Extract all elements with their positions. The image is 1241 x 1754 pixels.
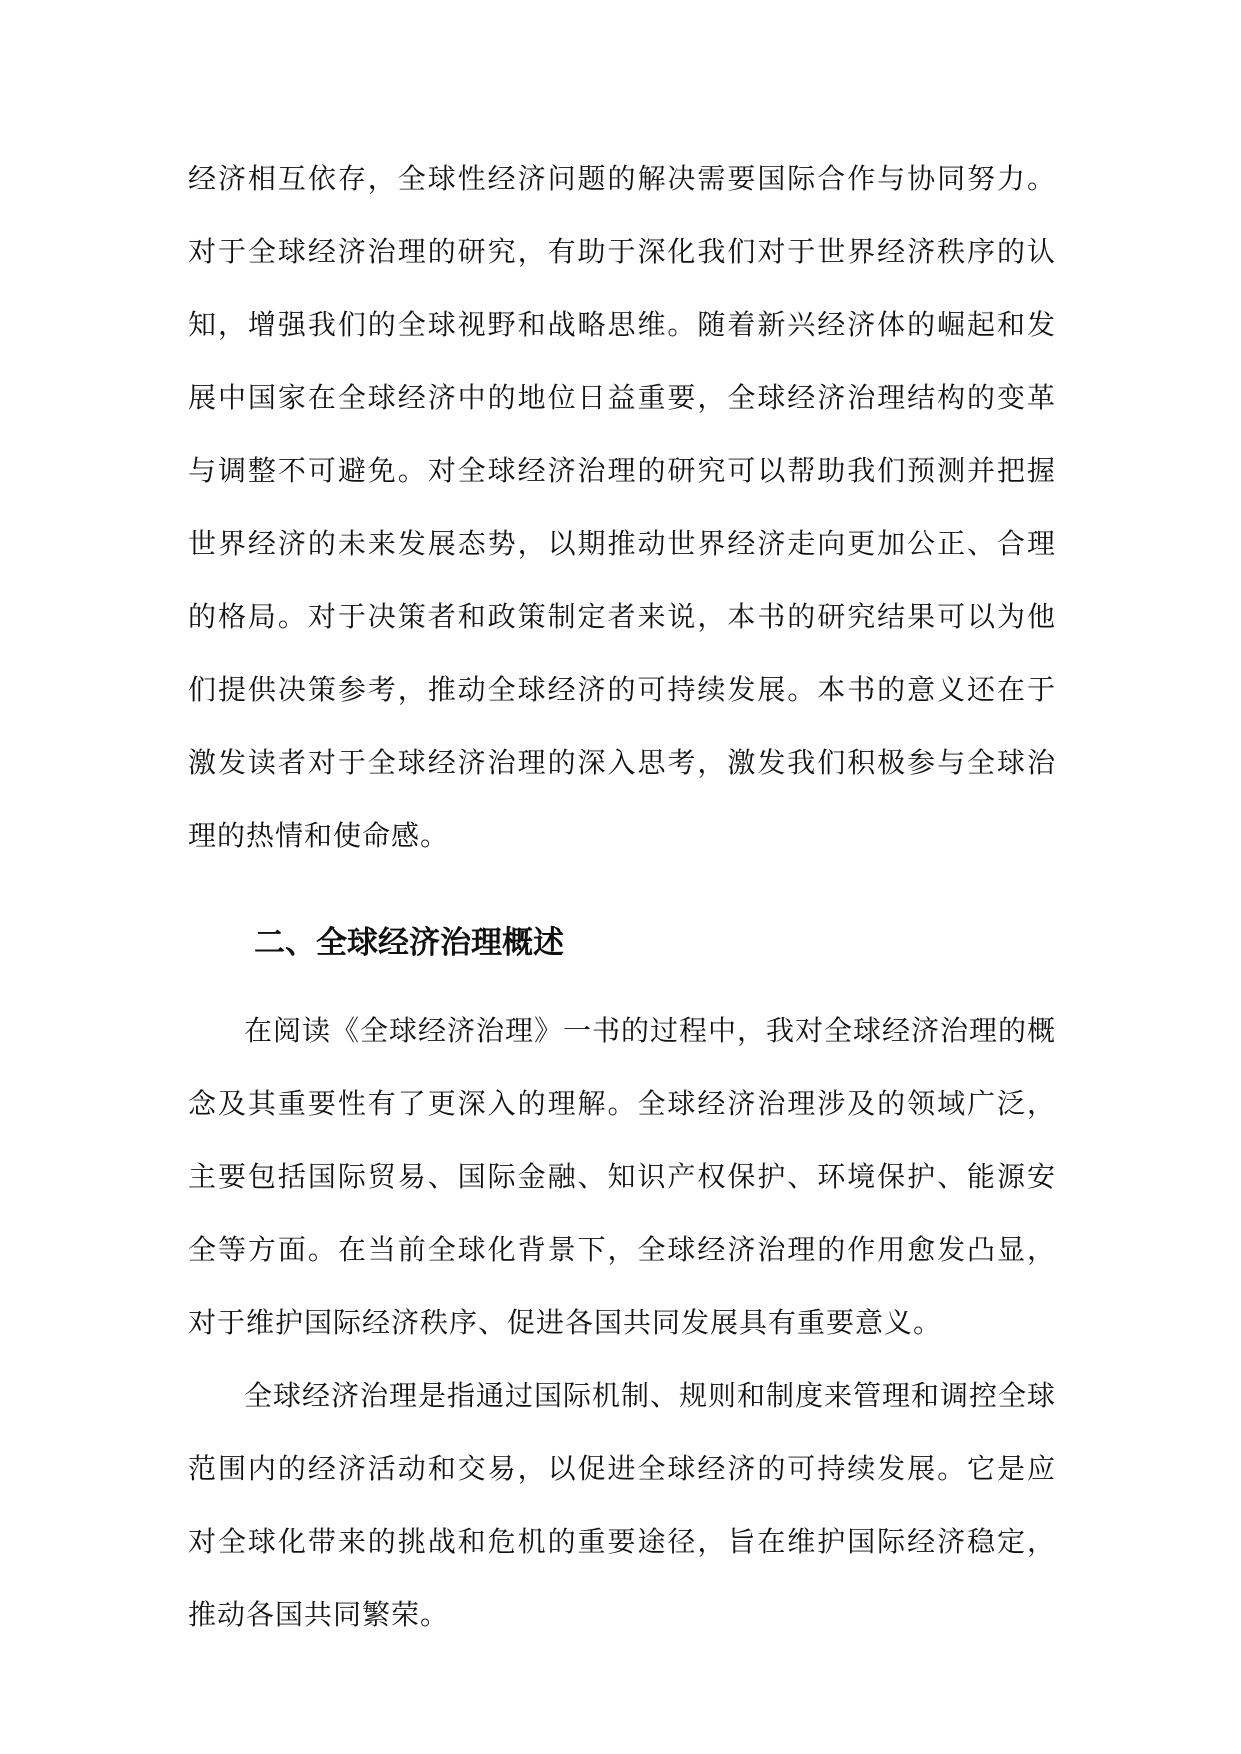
- body-paragraph: 在阅读《全球经济治理》一书的过程中，我对全球经济治理的概念及其重要性有了更深入的理解。全球经济治理涉及的领域广泛，主要包括国际贸易、国际金融、知识产权保护、环境保护、能源安全等方面。在当前全球化背景下，全球经济治理的作用愈发凸显，对于维护国际经济秩序、促进各国共同发展具有重要意义。: [188, 1014, 1057, 1339]
- continued-paragraph: 经济相互依存，全球性经济问题的解决需要国际合作与协同努力。对于全球经济治理的研究，有助于深化我们对于世界经济秩序的认知，增强我们的全球视野和战略思维。随着新兴经济体的崛起和发展中国家在全球经济中的地位日益重要，全球经济治理结构的变革与调整不可避免。对全球经济治理的研究可以帮助我们预测并把握世界经济的未来发展态势，以期推动世界经济走向更加公正、合理的格局。对于决策者和政策制定者来说，本书的研究结果可以为他们提供决策参考，推动全球经济的可持续发展。本书的意义还在于激发读者对于全球经济治理的深入思考，激发我们积极参与全球治理的热情和使命感。: [188, 162, 1056, 852]
- page-content: [188, 142, 1056, 1651]
- spacer: [188, 974, 1056, 994]
- spacer: [188, 872, 1056, 912]
- body-paragraph: 全球经济治理是指通过国际机制、规则和制度来管理和调控全球范围内的经济活动和交易，以促进全球经济的可持续发展。它是应对全球化带来的挑战和危机的重要途径，旨在维护国际经济稳定，推动各国共同繁荣。: [188, 1379, 1057, 1631]
- section-heading: 二、全球经济治理概述: [254, 925, 564, 961]
